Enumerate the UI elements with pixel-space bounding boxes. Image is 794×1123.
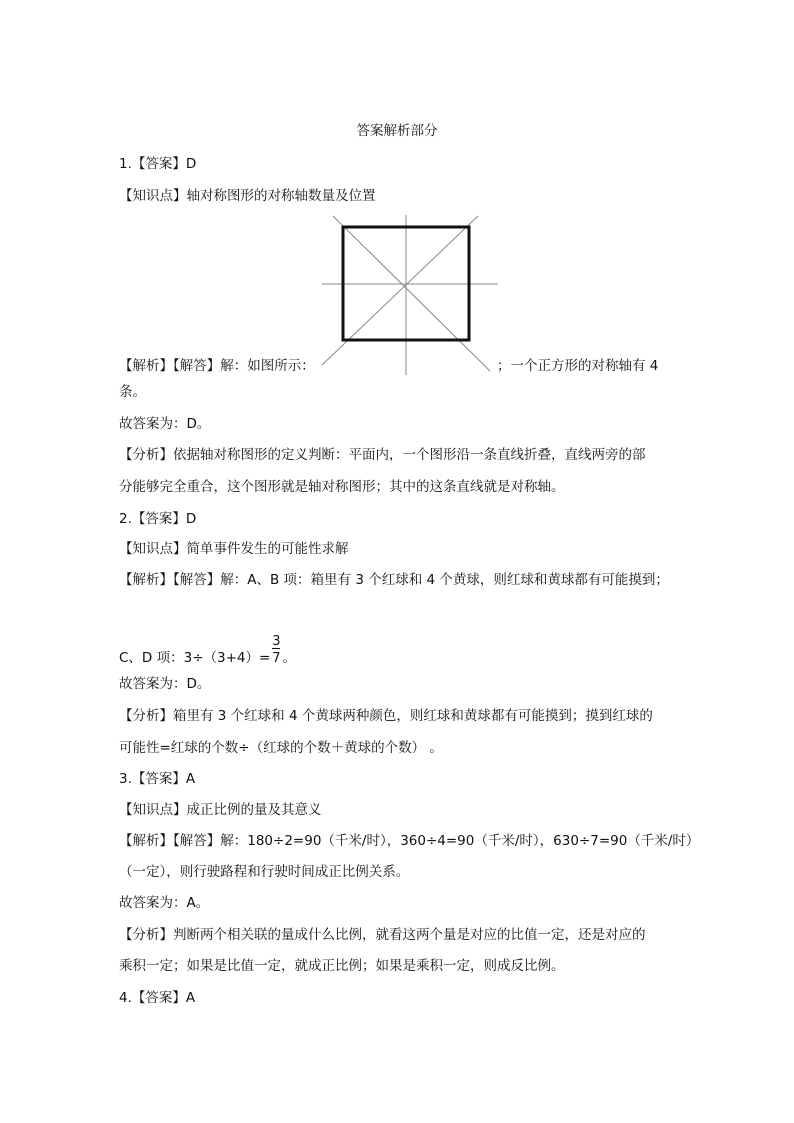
q3-knowledge: 【知识点】成正比例的量及其意义 bbox=[119, 802, 322, 818]
q3-answer: 3.【答案】A bbox=[119, 771, 196, 787]
fraction bbox=[271, 634, 281, 668]
q2-solution-1: 【解析】【解答】解：A、B 项：箱里有 3 个红球和 4 个黄球，则红球和黄球都有可能摸到； bbox=[119, 572, 669, 588]
q3-solution-2: （一定），则行驶路程和行驶时间成正比例关系。 bbox=[119, 864, 410, 880]
q2-solution-2-end: 。 bbox=[282, 650, 296, 666]
diagonal-axis-1 bbox=[333, 216, 490, 371]
q2-knowledge: 【知识点】简单事件发生的可能性求解 bbox=[119, 541, 349, 557]
q2-answer: 2.【答案】D bbox=[119, 511, 197, 527]
q1-answer: 1.【答案】D bbox=[119, 156, 197, 172]
q2-analysis-2: 可能性=红球的个数÷（红球的个数＋黄球的个数） 。 bbox=[119, 740, 443, 756]
diagonal-axis-2 bbox=[322, 216, 478, 365]
q1-analysis-1: 【分析】依据轴对称图形的定义判断：平面内，一个图形沿一条直线折叠，直线两旁的部 bbox=[119, 447, 646, 463]
q2-analysis-1: 【分析】箱里有 3 个红球和 4 个黄球两种颜色，则红球和黄球都有可能摸到；摸到红球的 bbox=[119, 708, 653, 724]
q1-analysis-2: 分能够完全重合，这个图形就是轴对称图形；其中的这条直线就是对称轴。 bbox=[119, 479, 565, 495]
fraction-bar bbox=[272, 648, 280, 649]
fraction-denominator: 7 bbox=[272, 651, 281, 666]
q3-analysis-2: 乘积一定；如果是比值一定，就成正比例；如果是乘积一定，则成反比例。 bbox=[119, 958, 565, 974]
q3-conclusion: 故答案为：A。 bbox=[119, 895, 210, 911]
page-title: 答案解析部分 bbox=[356, 123, 438, 139]
q2-solution-2 bbox=[119, 634, 296, 668]
q1-conclusion: 故答案为：D。 bbox=[119, 416, 211, 432]
q2-conclusion: 故答案为：D。 bbox=[119, 676, 211, 692]
q3-analysis-1: 【分析】判断两个相关联的量成什么比例，就看这两个量是对应的比值一定，还是对应的 bbox=[119, 927, 646, 943]
fraction-numerator: 3 bbox=[272, 634, 281, 649]
q1-solution-suffix: ；一个正方形的对称轴有 4 bbox=[497, 358, 659, 374]
q1-knowledge: 【知识点】轴对称图形的对称轴数量及位置 bbox=[119, 188, 376, 204]
q1-solution-cont: 条。 bbox=[119, 384, 146, 400]
q1-solution-prefix: 【解析】【解答】解：如图所示： bbox=[119, 358, 315, 374]
q2-solution-2-text: C、D 项：3÷（3+4）= bbox=[119, 650, 271, 666]
q4-answer: 4.【答案】A bbox=[119, 990, 196, 1006]
square-symmetry-axes-figure bbox=[318, 205, 502, 377]
q3-solution-1: 【解析】【解答】解：180÷2=90（千米/时），360÷4=90（千米/时），630÷7=90（千米/时） bbox=[119, 833, 700, 849]
